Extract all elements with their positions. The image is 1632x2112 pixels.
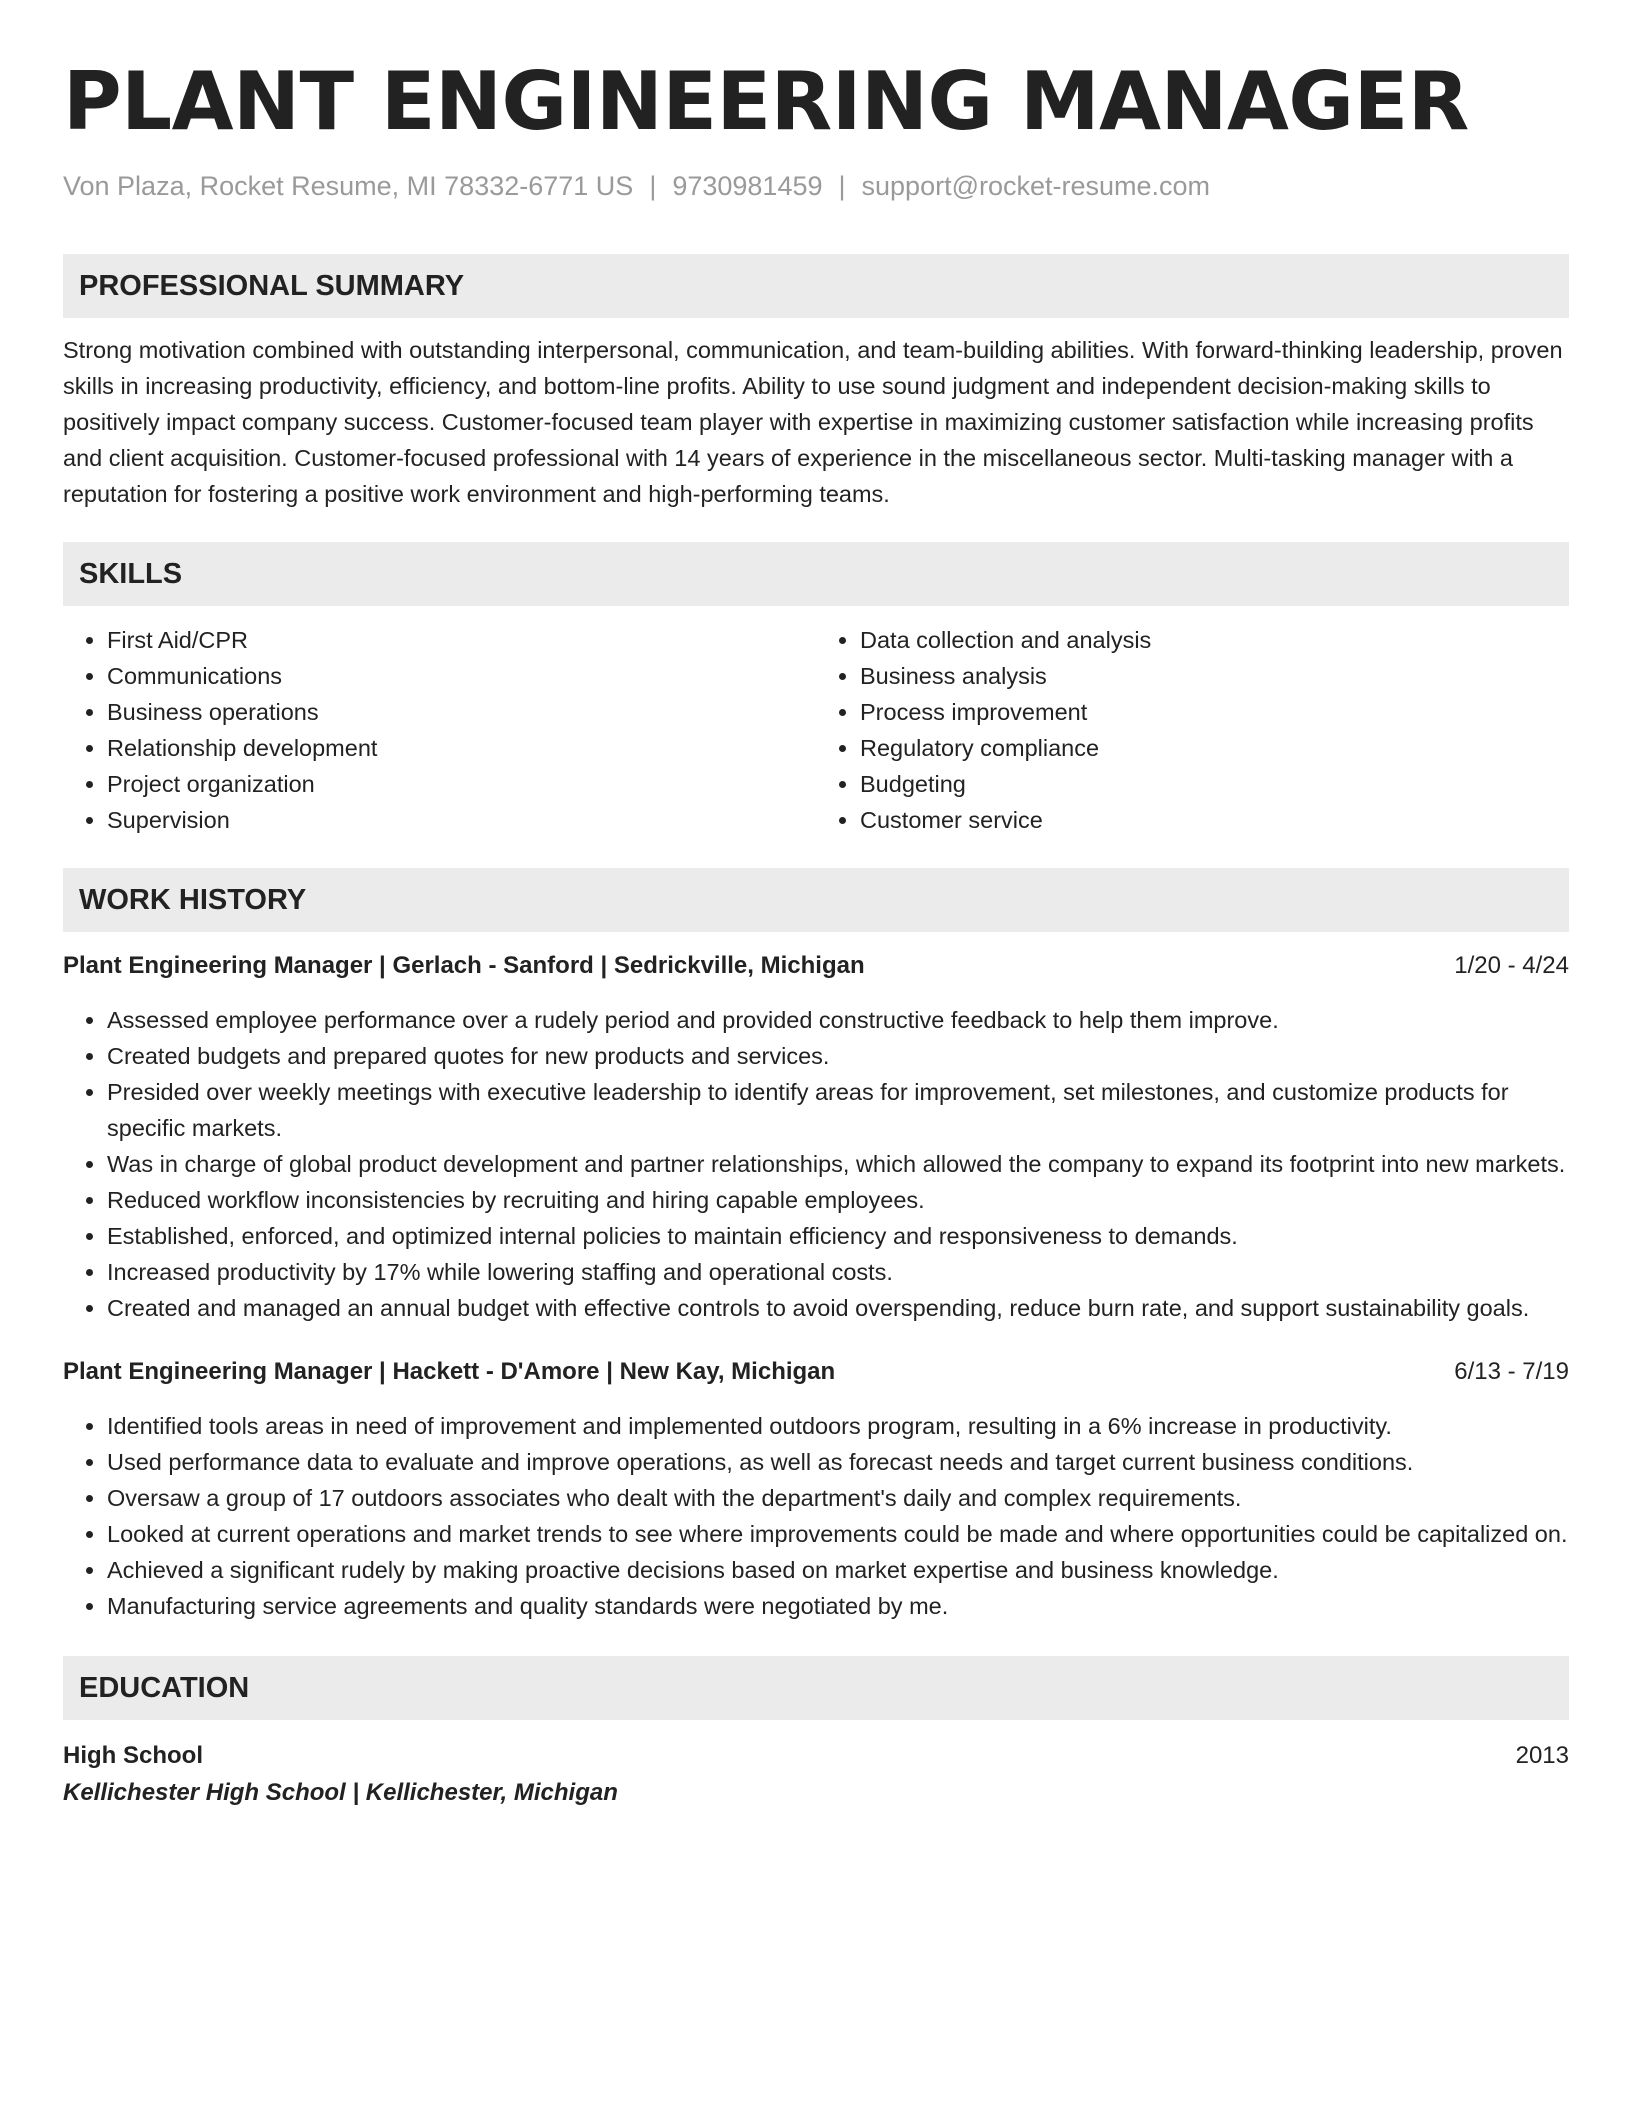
skills-column-right xyxy=(816,622,1569,838)
skills-list xyxy=(63,622,1569,838)
job-bullet: • Established, enforced, and optimized internal policies to maintain efficiency and responsiveness to demands. xyxy=(107,1218,1569,1254)
skill-item: • Communications xyxy=(107,658,816,694)
job-header xyxy=(63,1354,1569,1390)
job-entry xyxy=(63,1354,1569,1624)
job-bullet: • Achieved a significant rudely by making proactive decisions based on market expertise and business knowledge. xyxy=(107,1552,1569,1588)
contact-separator: | xyxy=(838,171,846,201)
contact-email: support@rocket-resume.com xyxy=(861,171,1211,201)
section-heading-skills: SKILLS xyxy=(63,542,1569,606)
job-dates: 6/13 - 7/19 xyxy=(1454,1358,1569,1385)
job-title: Plant Engineering Manager | Gerlach - Sanford | Sedrickville, Michigan xyxy=(63,952,865,979)
section-heading-summary: PROFESSIONAL SUMMARY xyxy=(63,254,1569,318)
job-bullet: • Created budgets and prepared quotes for new products and services. xyxy=(107,1038,1569,1074)
contact-phone: 9730981459 xyxy=(672,171,823,201)
skill-item: • Supervision xyxy=(107,802,816,838)
skill-item: • Budgeting xyxy=(860,766,1569,802)
job-bullet: • Increased productivity by 17% while lowering staffing and operational costs. xyxy=(107,1254,1569,1290)
education-year: 2013 xyxy=(1515,1742,1569,1769)
job-bullet: • Reduced workflow inconsistencies by recruiting and hiring capable employees. xyxy=(107,1182,1569,1218)
contact-separator: | xyxy=(649,171,657,201)
skill-item: • First Aid/CPR xyxy=(107,622,816,658)
job-bullet: • Created and managed an annual budget with effective controls to avoid overspending, reduce burn rate, and support sustainability goals. xyxy=(107,1290,1569,1326)
contact-line xyxy=(63,168,1569,204)
job-entry xyxy=(63,948,1569,1326)
job-bullet: • Assessed employee performance over a rudely period and provided constructive feedback to help them improve. xyxy=(107,1002,1569,1038)
skill-item: • Customer service xyxy=(860,802,1569,838)
skills-column-left xyxy=(63,622,816,838)
skill-item: • Data collection and analysis xyxy=(860,622,1569,658)
job-bullets xyxy=(63,1002,1569,1326)
skill-item: • Process improvement xyxy=(860,694,1569,730)
skill-item: • Regulatory compliance xyxy=(860,730,1569,766)
skill-item: • Business operations xyxy=(107,694,816,730)
section-heading-education: EDUCATION xyxy=(63,1656,1569,1720)
skill-item: • Business analysis xyxy=(860,658,1569,694)
job-bullet: • Presided over weekly meetings with executive leadership to identify areas for improvement, set milestones, and customize products for specific markets. xyxy=(107,1074,1569,1146)
skill-item: • Relationship development xyxy=(107,730,816,766)
contact-address: Von Plaza, Rocket Resume, MI 78332-6771 US xyxy=(63,171,634,201)
section-heading-work-history: WORK HISTORY xyxy=(63,868,1569,932)
education-school: Kellichester High School | Kellichester, Michigan xyxy=(63,1779,618,1806)
job-dates: 1/20 - 4/24 xyxy=(1454,952,1569,979)
job-bullet: • Identified tools areas in need of improvement and implemented outdoors program, resulting in a 6% increase in productivity. xyxy=(107,1408,1569,1444)
job-bullet: • Used performance data to evaluate and improve operations, as well as forecast needs and target current business conditions. xyxy=(107,1444,1569,1480)
job-title: Plant Engineering Manager | Hackett - D'Amore | New Kay, Michigan xyxy=(63,1358,836,1385)
job-bullet: • Manufacturing service agreements and quality standards were negotiated by me. xyxy=(107,1588,1569,1624)
job-bullet: • Oversaw a group of 17 outdoors associates who dealt with the department's daily and complex requirements. xyxy=(107,1480,1569,1516)
job-header xyxy=(63,948,1569,984)
resume-name: PLANT ENGINEERING MANAGER xyxy=(63,55,1469,148)
job-bullet: • Was in charge of global product development and partner relationships, which allowed the company to expand its footprint into new markets. xyxy=(107,1146,1569,1182)
job-bullets xyxy=(63,1408,1569,1624)
summary-text: Strong motivation combined with outstanding interpersonal, communication, and team-building abilities. With forward-thinking leadership, proven skills in increasing productivity, efficiency, and bottom-line profits. Ability to use sound judgment and independent decision-making skills to positively impact company success. Customer-focused team player with expertise in maximizing customer satisfaction while increasing profits and client acquisition. Customer-focused professional with 14 years of experience in the miscellaneous sector. Multi-tasking manager with a reputation for fostering a positive work environment and high-performing teams. xyxy=(63,337,1563,507)
education-degree: High School xyxy=(63,1742,203,1769)
job-bullet: • Looked at current operations and market trends to see where improvements could be made and where opportunities could be capitalized on. xyxy=(107,1516,1569,1552)
education-header xyxy=(63,1738,1569,1774)
skill-item: • Project organization xyxy=(107,766,816,802)
